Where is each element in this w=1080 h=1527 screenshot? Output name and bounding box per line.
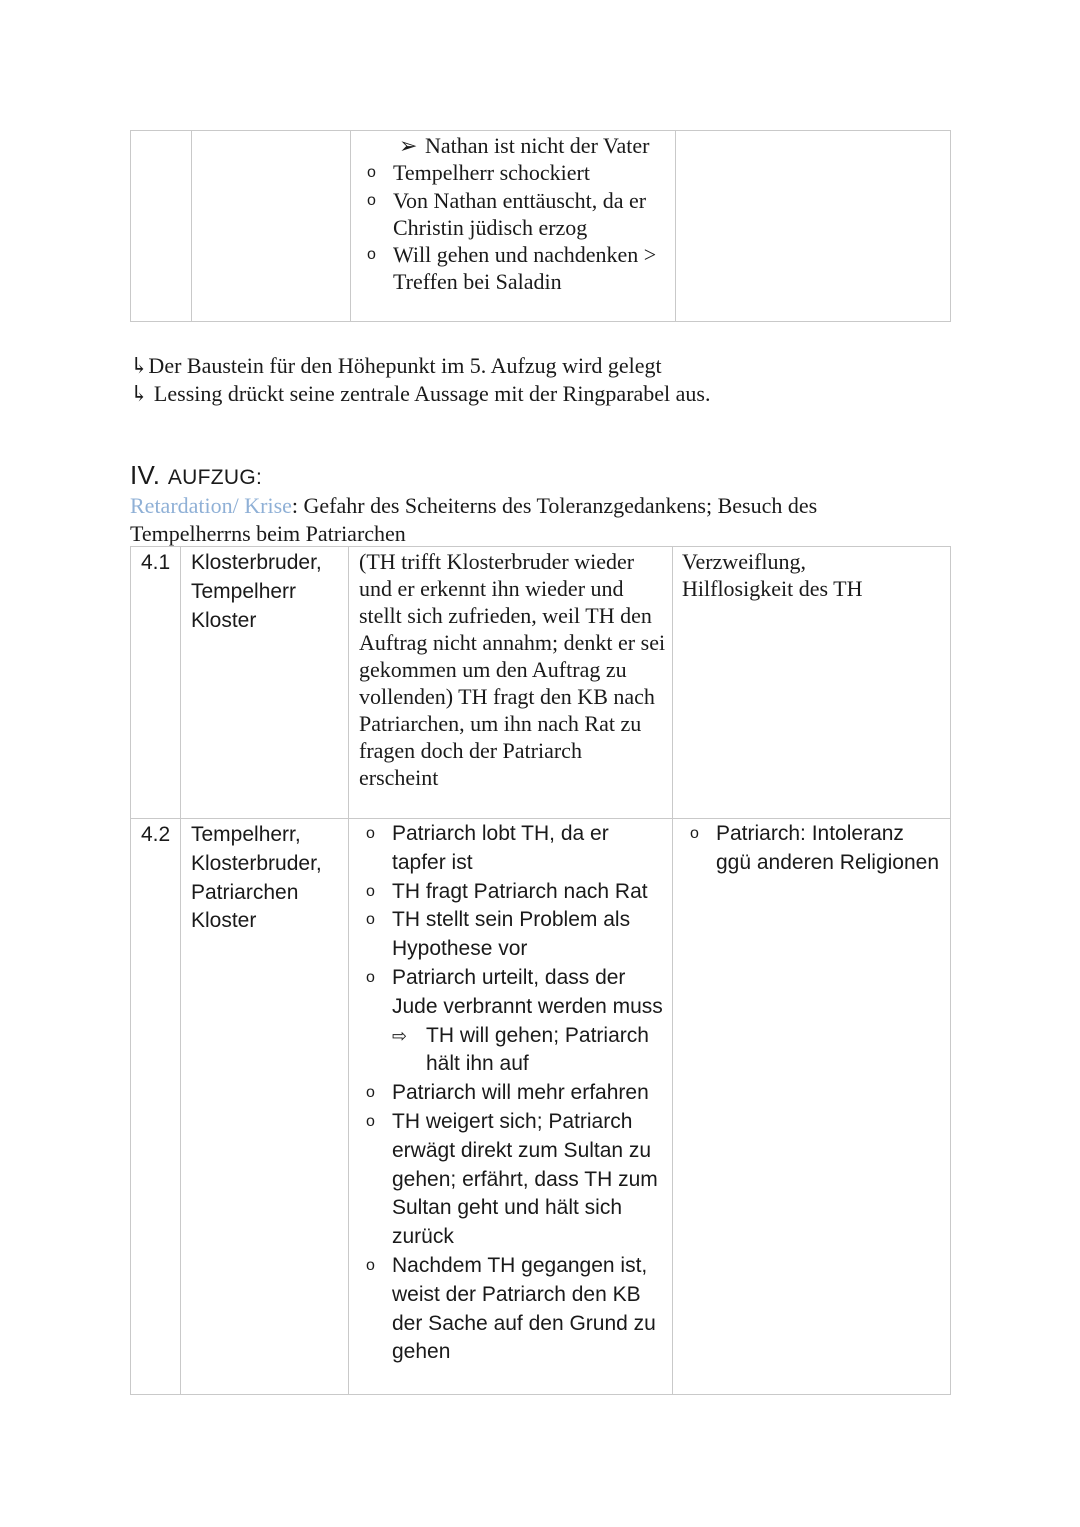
circle-bullet-icon: o bbox=[367, 246, 376, 264]
arrow-bullet-icon: ➢ bbox=[399, 133, 418, 158]
subtitle-highlight: Retardation/ Krise bbox=[130, 493, 292, 518]
cell-content bbox=[349, 819, 673, 1395]
section-subtitle bbox=[130, 492, 920, 548]
cell-content bbox=[351, 131, 676, 322]
circle-bullet-icon: o bbox=[367, 191, 376, 209]
cell-number: 4.2 bbox=[131, 819, 181, 1395]
list-item: o Will gehen und nachdenken > Treffen bei Saladin bbox=[367, 242, 657, 295]
cell-number: 4.1 bbox=[131, 547, 181, 819]
cell-number bbox=[131, 131, 192, 322]
cell-note bbox=[676, 131, 951, 322]
circle-bullet-icon: o bbox=[366, 1084, 375, 1102]
list-item: o TH stellt sein Problem als Hypothese vor bbox=[366, 908, 631, 961]
cell-persons: Tempelherr, Klosterbruder, Patriarchen Kloster bbox=[181, 819, 349, 1395]
cell-persons bbox=[192, 131, 351, 322]
table-main bbox=[130, 546, 951, 1395]
cell-content: (TH trifft Klosterbruder wieder und er erkennt ihn wieder und stellt sich zufrieden, weil TH den Auftrag nicht annahm; denkt er sei gekommen um den Auftrag zu vollenden) TH fragt den KB nach Patriarchen, um ihn nach Rat zu fragen doch der Patriarch erscheint bbox=[349, 547, 673, 819]
table-row bbox=[131, 131, 951, 322]
list-item: o TH fragt Patriarch nach Rat bbox=[358, 878, 668, 907]
table-row bbox=[131, 547, 951, 819]
section-heading: IV. AUFZUG: bbox=[130, 460, 263, 490]
circle-bullet-icon: o bbox=[366, 882, 375, 900]
table-top bbox=[130, 130, 951, 322]
list-item: o Tempelherr schockiert bbox=[367, 160, 590, 186]
circle-bullet-icon: o bbox=[366, 968, 375, 986]
list-item: o TH weigert sich; Patriarch erwägt direkt zum Sultan zu gehen; erfährt, dass TH zum Sultan geht und hält sich zurück bbox=[366, 1109, 658, 1249]
circle-bullet-icon: o bbox=[367, 164, 376, 182]
circle-bullet-icon: o bbox=[690, 825, 699, 842]
list-subitem: ⇨ TH will gehen; Patriarch hält ihn auf bbox=[392, 1023, 649, 1076]
list-item: o Von Nathan enttäuscht, da er Christin jüdisch erzog bbox=[367, 187, 647, 240]
arrow-right-icon: ⇨ bbox=[392, 1025, 408, 1046]
circle-bullet-icon: o bbox=[366, 911, 375, 929]
table-row bbox=[131, 819, 951, 1395]
note-line-2: ↳ Lessing drückt seine zentrale Aussage mit der Ringparabel aus. bbox=[130, 381, 711, 406]
circle-bullet-icon: o bbox=[366, 825, 375, 842]
list-item: o Patriarch lobt TH, da er tapfer ist bbox=[366, 822, 609, 874]
list-item: o Patriarch will mehr erfahren bbox=[358, 1079, 668, 1108]
circle-bullet-icon: o bbox=[366, 1112, 375, 1130]
list-item: o Patriarch: Intoleranz ggü anderen Religionen bbox=[690, 822, 940, 874]
cell-note bbox=[673, 819, 951, 1395]
list-item: ➢ Nathan ist nicht der Vater bbox=[399, 133, 650, 158]
note-line-1: ↳Der Baustein für den Höhepunkt im 5. Aufzug wird gelegt bbox=[130, 353, 662, 378]
list-item: o Patriarch urteilt, dass der Jude verbrannt werden muss bbox=[366, 965, 663, 1018]
list-item: o Nachdem TH gegangen ist, weist der Patriarch den KB der Sache auf den Grund zu gehen bbox=[366, 1253, 656, 1364]
cell-persons: Klosterbruder, Tempelherr Kloster bbox=[181, 547, 349, 819]
circle-bullet-icon: o bbox=[366, 1256, 375, 1274]
subtitle-text: : Gefahr des Scheiterns des Toleranzgedankens; Besuch des Tempelherrns beim Patriarchen bbox=[130, 493, 818, 546]
cell-note: Verzweiflung, Hilflosigkeit des TH bbox=[673, 547, 951, 819]
